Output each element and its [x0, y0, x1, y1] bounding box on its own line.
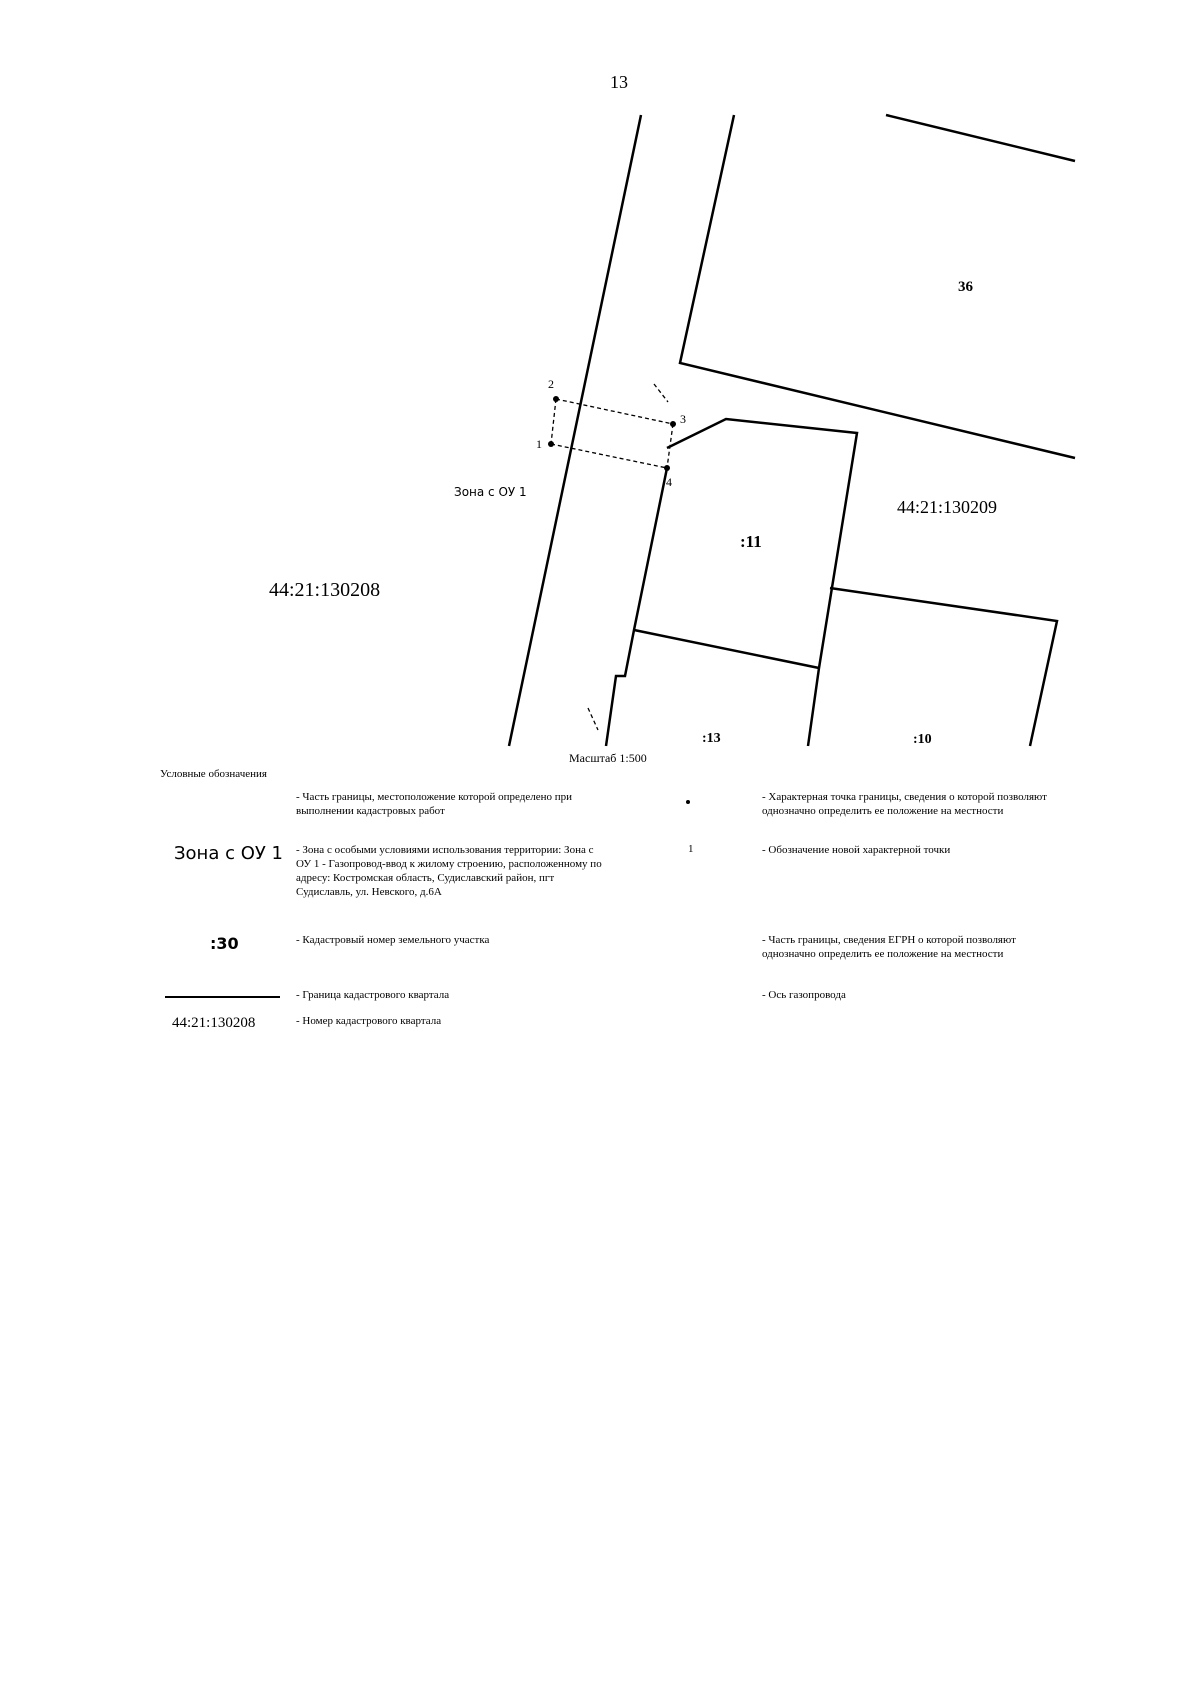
- legend-symbol-zone: Зона с ОУ 1: [174, 843, 284, 864]
- point-1-dot-icon: [548, 441, 554, 447]
- parcel-10-label: :10: [913, 732, 932, 747]
- legend-text-quarter-boundary: - Граница кадастрового квартала: [296, 989, 450, 1001]
- parcel-13-label: :13: [702, 731, 721, 746]
- parcel-11-label: :11: [740, 532, 762, 551]
- legend-symbol-quarter-number: 44:21:130208: [172, 1015, 256, 1031]
- parcel-11-bottom-boundary: [634, 630, 819, 668]
- point-1-label: 1: [536, 437, 542, 451]
- page-number: 13: [610, 72, 628, 92]
- parcel-11-boundary: [667, 419, 857, 668]
- zone-boundary-2-3: [556, 399, 673, 424]
- legend-text-quarter-number: - Номер кадастрового квартала: [296, 1015, 442, 1027]
- cadastral-map: [0, 0, 1200, 780]
- gas-pipeline-axis-top: [654, 384, 668, 402]
- point-2-label: 2: [548, 377, 554, 391]
- legend-text-characteristic-point: - Характерная точка границы, сведения о которой позволяют однозначно определить ее положение на местности: [762, 791, 1047, 817]
- point-3-label: 3: [680, 412, 686, 426]
- point-4-dot-icon: [664, 465, 670, 471]
- parcel-36-top-boundary: [886, 115, 1075, 161]
- road-edge-line: [509, 115, 641, 746]
- zone-boundary-1-2: [551, 399, 556, 444]
- legend-symbol-new-point: 1: [688, 843, 694, 855]
- legend-text-gas-pipeline-axis: - Ось газопровода: [762, 989, 846, 1001]
- quarter-208-label: 44:21:130208: [269, 579, 381, 601]
- parcel-13-right-boundary: [808, 668, 819, 746]
- parcel-36-boundary: [680, 115, 1075, 458]
- gas-pipeline-axis-bottom: [588, 708, 598, 730]
- quarter-209-label: 44:21:130209: [897, 497, 998, 517]
- parcel-36-label: 36: [958, 279, 973, 295]
- scale-label: Масштаб 1:500: [569, 751, 647, 765]
- legend-dot-icon: [686, 800, 690, 804]
- legend-text-zone: - Зона с особыми условиями использования территории: Зона с ОУ 1 - Газопровод-ввод к жилому строению, расположенному по адресу: Костромская область, Судиславский район, пгт Судиславль, ул. Невского, д.6А: [296, 844, 602, 898]
- legend-text-new-point: - Обозначение новой характерной точки: [762, 844, 951, 856]
- point-2-dot-icon: [553, 396, 559, 402]
- point-4-label: 4: [666, 475, 672, 489]
- legend-symbol-quarter-boundary: [165, 996, 280, 998]
- legend-text-egrn-boundary: - Часть границы, сведения ЕГРН о которой позволяют однозначно определить ее положение на местности: [762, 934, 1016, 960]
- zone-label: Зона с ОУ 1: [454, 485, 527, 499]
- legend-text-parcel-number: - Кадастровый номер земельного участка: [296, 934, 490, 946]
- parcel-10-boundary: [830, 588, 1057, 746]
- point-3-dot-icon: [670, 421, 676, 427]
- legend-title: Условные обозначения: [160, 768, 267, 780]
- parcel-13-boundary: [606, 468, 667, 746]
- legend-symbol-parcel-number: :30: [210, 934, 239, 953]
- legend-text-surveyed-boundary: - Часть границы, местоположение которой определено при выполнении кадастровых работ: [296, 791, 573, 817]
